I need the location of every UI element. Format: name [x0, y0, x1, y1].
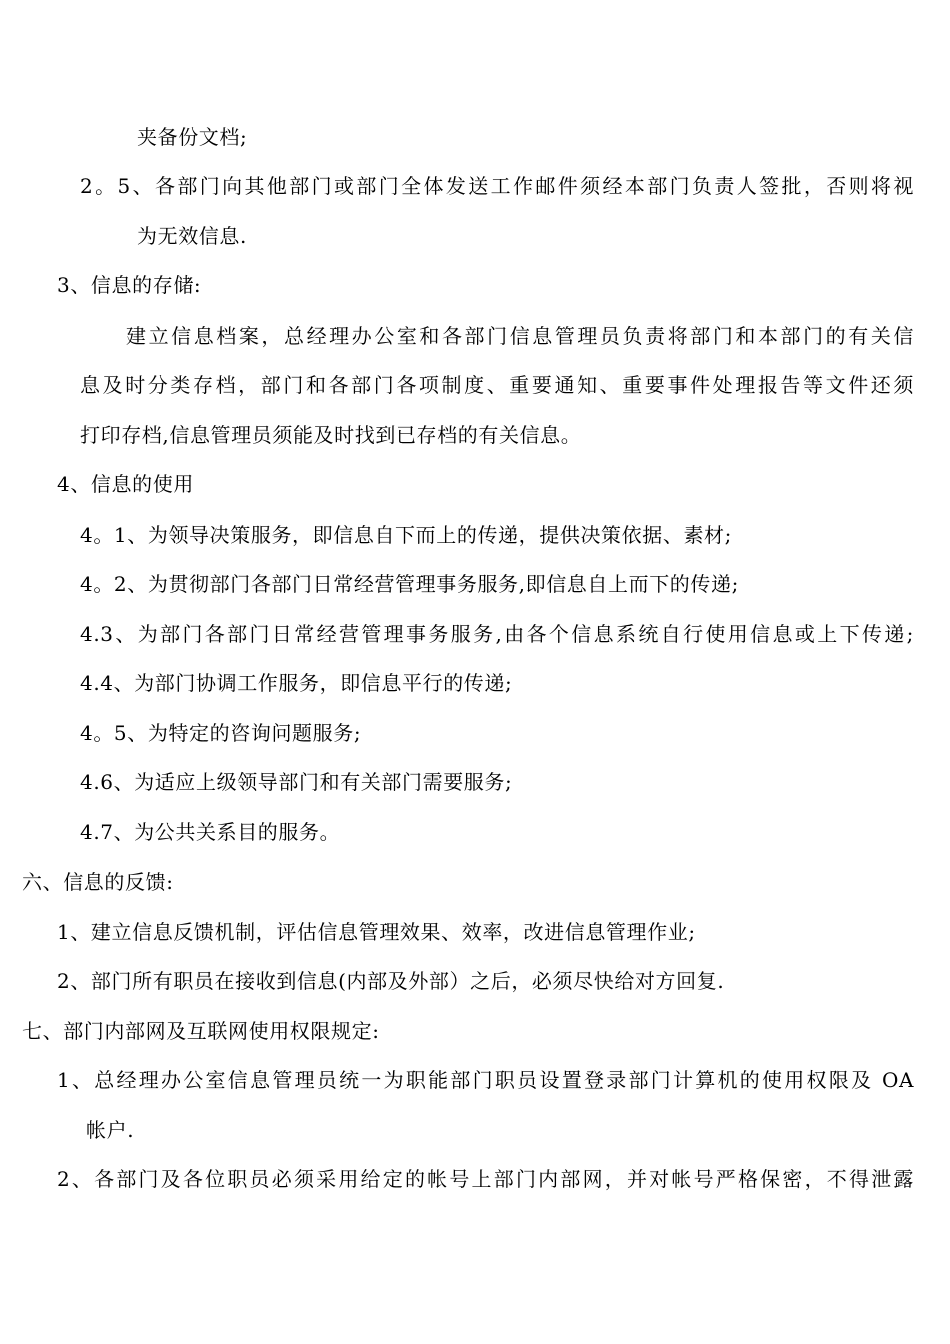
- text-line-continuation: 为无效信息.: [137, 224, 247, 248]
- section-heading-feedback: 六、信息的反馈:: [22, 870, 174, 894]
- list-item-network-2: 2、各部门及各位职员必须采用给定的帐号上部门内部网，并对帐号严格保密，不得泄露: [57, 1167, 914, 1191]
- list-item-4-6: 4.6、为适应上级领导部门和有关部门需要服务;: [80, 770, 513, 794]
- list-item-network-1: 1、总经理办公室信息管理员统一为职能部门职员设置登录部门计算机的使用权限及 OA: [57, 1068, 914, 1092]
- list-item-feedback-1: 1、建立信息反馈机制，评估信息管理效果、效率，改进信息管理作业;: [57, 920, 696, 944]
- list-item-4-1: 4。1、为领导决策服务，即信息自下而上的传递，提供决策依据、素材;: [80, 523, 732, 547]
- paragraph-line: 建立信息档案，总经理办公室和各部门信息管理员负责将部门和本部门的有关信: [126, 324, 914, 348]
- list-item-4-3: 4.3、为部门各部门日常经营管理事务服务,由各个信息系统自行使用信息或上下传递;: [80, 622, 914, 646]
- list-item-4-4: 4.4、为部门协调工作服务，即信息平行的传递;: [80, 671, 513, 695]
- list-item-4-2: 4。2、为贯彻部门各部门日常经营管理事务服务,即信息自上而下的传递;: [80, 572, 739, 596]
- section-heading-storage: 3、信息的存储:: [57, 273, 202, 297]
- text-line-continuation: 帐户.: [86, 1118, 135, 1142]
- text-line-item-2-5: 2。5、各部门向其他部门或部门全体发送工作邮件须经本部门负责人签批，否则将视: [80, 174, 914, 198]
- paragraph-line: 打印存档,信息管理员须能及时找到已存档的有关信息。: [80, 423, 582, 447]
- list-item-feedback-2: 2、部门所有职员在接收到信息(内部及外部）之后，必须尽快给对方回复.: [57, 969, 725, 993]
- list-item-4-5: 4。5、为特定的咨询问题服务;: [80, 721, 362, 745]
- section-heading-usage: 4、信息的使用: [57, 472, 194, 496]
- paragraph-line: 息及时分类存档，部门和各部门各项制度、重要通知、重要事件处理报告等文件还须: [80, 373, 914, 397]
- text-line-continuation: 夹备份文档;: [137, 125, 248, 149]
- section-heading-network-permissions: 七、部门内部网及互联网使用权限规定:: [22, 1019, 380, 1043]
- list-item-4-7: 4.7、为公共关系目的服务。: [80, 820, 341, 844]
